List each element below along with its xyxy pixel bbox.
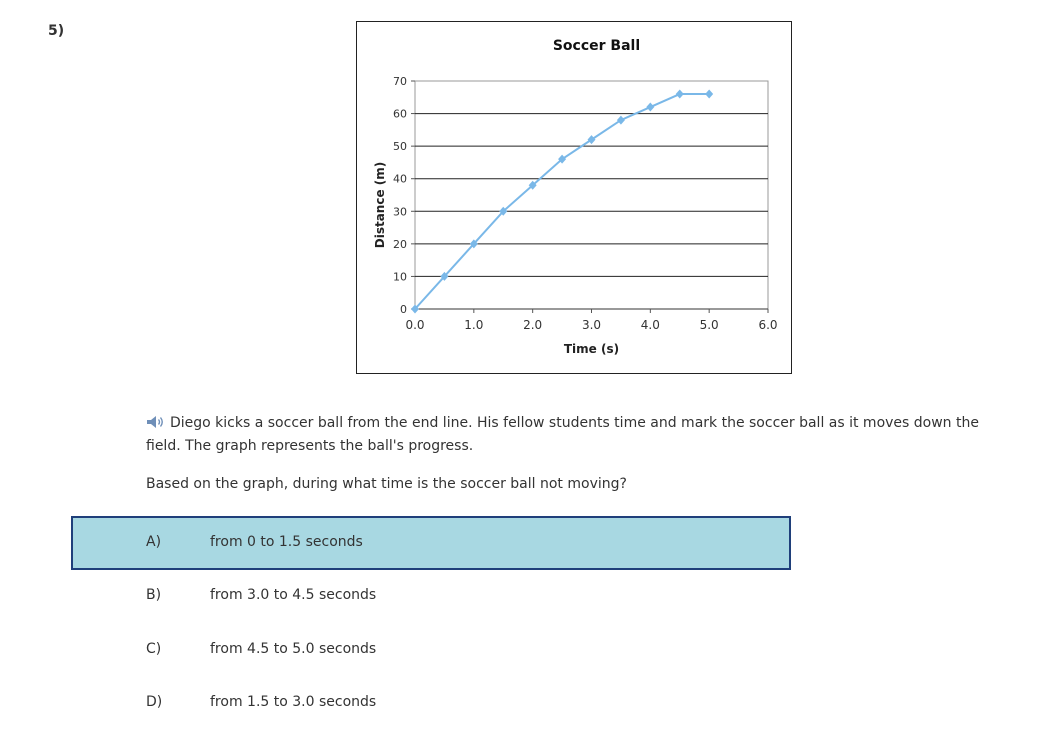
line-chart [357, 22, 791, 373]
option-a[interactable] [71, 516, 791, 570]
y-tick-label: 10 [393, 270, 407, 284]
y-tick-label: 70 [393, 75, 407, 88]
x-tick-label: 6.0 [758, 318, 778, 332]
option-text: from 3.0 to 4.5 seconds [210, 587, 377, 603]
x-tick-label: 3.0 [581, 318, 602, 332]
question-text: Based on the graph, during what time is the soccer ball not moving? [146, 476, 627, 492]
question-number: 5) [48, 23, 65, 39]
option-text: from 0 to 1.5 seconds [210, 534, 363, 550]
option-b[interactable] [71, 569, 791, 623]
data-point [646, 103, 654, 112]
prompt-text: Diego kicks a soccer ball from the end line. His fellow students time and mark the soccer ball as it moves down the field. The graph represents the ball's progress. [146, 415, 979, 454]
chart-title: Soccer Ball [552, 38, 641, 54]
x-tick-label: 5.0 [699, 318, 719, 332]
y-tick-label: 40 [393, 172, 407, 186]
y-tick-label: 30 [393, 205, 407, 219]
option-letter: D) [146, 694, 163, 710]
y-tick-label: 20 [393, 237, 407, 251]
speaker-icon[interactable] [146, 415, 166, 436]
option-letter: A) [146, 534, 162, 550]
x-tick-label: 4.0 [640, 318, 660, 332]
y-tick-label: 50 [393, 140, 407, 154]
data-point [705, 90, 713, 99]
question-prompt [146, 413, 996, 457]
x-axis-label: Time (s) [563, 342, 620, 356]
y-tick-label: 60 [393, 107, 407, 121]
option-c[interactable] [71, 623, 791, 677]
option-d[interactable] [71, 676, 791, 730]
data-point [676, 90, 684, 99]
x-tick-label: 0.0 [405, 318, 425, 332]
plot-area [415, 81, 768, 309]
data-point [617, 116, 625, 125]
option-letter: C) [146, 641, 162, 657]
option-text: from 1.5 to 3.0 seconds [210, 694, 377, 710]
x-tick-label: 1.0 [464, 318, 484, 332]
chart-frame [356, 21, 792, 374]
option-letter: B) [146, 587, 162, 603]
option-text: from 4.5 to 5.0 seconds [210, 641, 377, 657]
y-axis-label: Distance (m) [373, 161, 387, 249]
y-tick-label: 0 [400, 303, 407, 316]
data-point [588, 135, 596, 144]
x-tick-label: 2.0 [523, 318, 543, 332]
